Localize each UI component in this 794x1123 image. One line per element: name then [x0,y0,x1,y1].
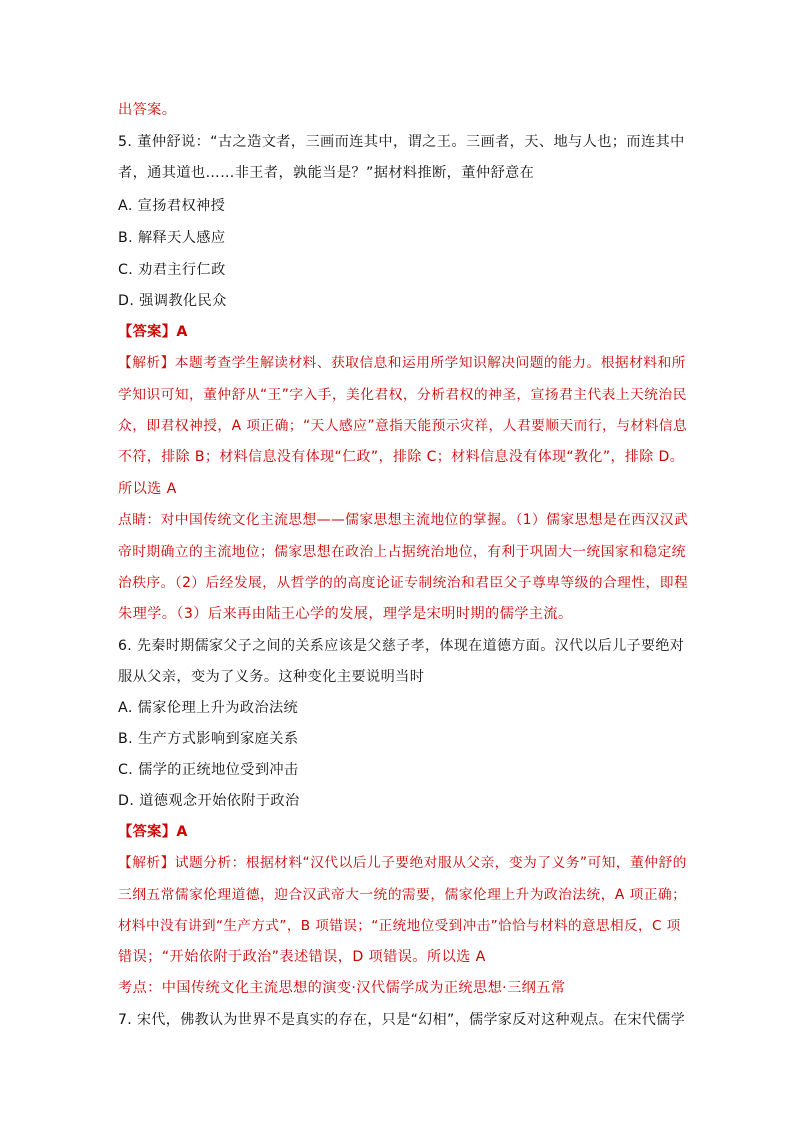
q6-option-d: D. 道德观念开始依附于政治 [118,793,300,809]
q6-analysis-line-3: 材料中没有讲到“生产方式”，B 项错误；“正统地位受到冲击”恰恰与材料的意思相反，C 项 [118,918,681,934]
q5-answer: 【答案】A [118,324,188,340]
q6-answer: 【答案】A [118,824,188,840]
q5-analysis-line-5: 所以选 A [118,481,177,497]
q5-analysis-line-3: 众，即君权神授，A 项正确；“天人感应”意指天能预示灾祥，人君要顺天而行，与材料信息 [118,418,688,434]
q5-tip-line-4: 朱理学。（3）后来再由陆王心学的发展，理学是宋明时期的儒学主流。 [118,606,573,622]
q6-stem-line-1: 6. 先秦时期儒家父子之间的关系应该是父慈子孝，体现在道德方面。汉代以后儿子要绝对 [118,638,685,654]
q6-option-a: A. 儒家伦理上升为政治法统 [118,700,299,716]
q6-analysis-line-2: 三纲五常儒家伦理道德，迎合汉武帝大一统的需要，儒家伦理上升为政治法统，A 项正确； [118,887,687,903]
q5-stem-line-1: 5. 董仲舒说：“古之造文者，三画而连其中，谓之王。三画者，天、地与人也；而连其中 [118,134,685,150]
q5-option-b: B. 解释天人感应 [118,230,226,246]
q5-analysis-line-4: 不符，排除 B；材料信息没有体现“仁政”，排除 C；材料信息没有体现“教化”，排除 D。 [118,449,685,465]
q5-analysis-line-1: 【解析】本题考查学生解读材料、获取信息和运用所学知识解决问题的能力。根据材料和所 [118,355,686,371]
q5-stem-line-2: 者，通其道也……非王者，孰能当是？”据材料推断，董仲舒意在 [118,165,535,181]
q5-tip-line-1: 点睛：对中国传统文化主流思想——儒家思想主流地位的掌握。（1）儒家思想是在西汉汉武 [118,512,689,528]
q5-option-d: D. 强调教化民众 [118,293,227,309]
q6-kaodian: 考点：中国传统文化主流思想的演变·汉代儒学成为正统思想·三纲五常 [118,980,566,996]
q5-option-a: A. 宣扬君权神授 [118,198,226,214]
q6-option-b: B. 生产方式影响到家庭关系 [118,731,299,747]
q5-tip-line-3: 治秩序。（2）后经发展，从哲学的的高度论证专制统治和君臣父子尊卑等级的合理性，即程 [118,575,689,591]
q6-analysis-line-4: 错误；“开始依附于政治”表述错误，D 项错误。所以选 A [118,949,486,965]
q5-option-c: C. 劝君主行仁政 [118,262,226,278]
q6-analysis-line-1: 【解析】试题分析：根据材料“汉代以后儿子要绝对服从父亲，变为了义务”可知，董仲舒的 [118,855,687,871]
q7-stem-line-1: 7. 宋代，佛教认为世界不是真实的存在，只是“幻相”，儒学家反对这种观点。在宋代儒学 [118,1012,686,1028]
q5-analysis-line-2: 学知识可知，董仲舒从“王”字入手，美化君权，分析君权的神圣，宣扬君主代表上天统治民 [118,387,687,403]
q6-stem-line-2: 服从父亲，变为了义务。这种变化主要说明当时 [118,669,425,685]
q5-tip-line-2: 帝时期确立的主流地位；儒家思想在政治上占据统治地位，有利于巩固大一统国家和稳定统 [118,544,686,560]
q6-option-c: C. 儒学的正统地位受到冲击 [118,762,299,778]
previous-answer-tail: 出答案。 [118,102,177,118]
